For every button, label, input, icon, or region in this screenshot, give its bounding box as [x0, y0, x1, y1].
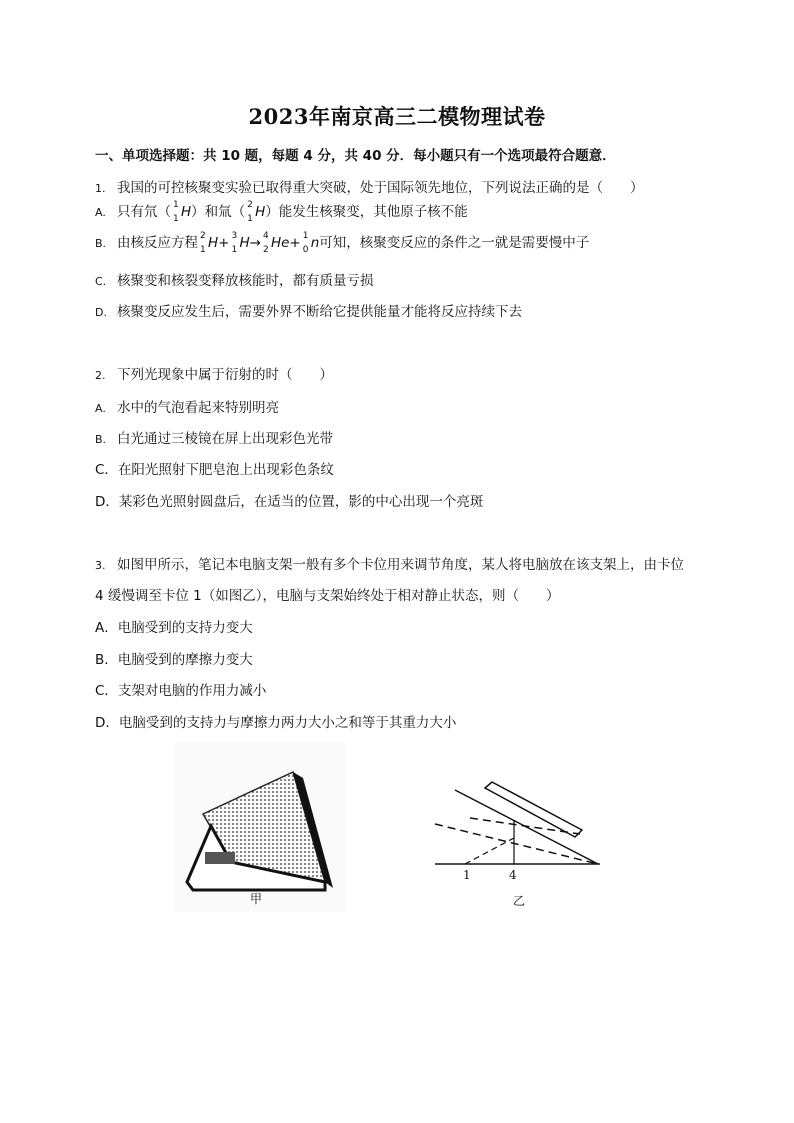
question-1-stem — [95, 176, 644, 196]
atomic-number: 0 — [302, 245, 309, 255]
nuclide-neutron — [301, 231, 311, 255]
option-label: B. — [95, 237, 107, 250]
atomic-number: 1 — [200, 245, 206, 255]
question-3-number: 3. — [95, 559, 106, 572]
question-2-option-a — [95, 396, 279, 416]
option-text: 核聚变反应发生后，需要外界不断给它提供能量才能将反应持续下去 — [117, 304, 522, 320]
question-3-stem-line-1 — [95, 553, 684, 573]
nuclide-symbol: n — [310, 235, 320, 251]
question-3-option-a — [95, 616, 253, 636]
mass-number: 2 — [247, 200, 253, 210]
reaction-arrow: → — [249, 235, 261, 251]
nuclide-deuterium — [171, 200, 181, 224]
option-text: 可知，核聚变反应的条件之一就是需要慢中子 — [319, 235, 590, 251]
option-label: A． — [95, 620, 118, 636]
question-1-option-b — [95, 231, 590, 255]
question-3-option-c — [95, 679, 266, 699]
tick-label-1: 1 — [463, 868, 471, 882]
option-text: ）能发生核聚变，其他原子核不能 — [265, 204, 468, 220]
question-2-text: 下列光现象中属于衍射的时（ ） — [117, 367, 333, 383]
stand-diagram — [430, 780, 615, 890]
question-2-option-b — [95, 427, 333, 447]
option-text: 在阳光照射下肥皂泡上出现彩色条纹 — [117, 462, 334, 478]
nuclide-tritium — [245, 200, 255, 224]
question-2-number: 2. — [95, 369, 106, 382]
option-text: ）和氚（ — [191, 204, 246, 220]
stand-hinge — [205, 852, 235, 864]
option-text: 只有氘（ — [117, 204, 171, 220]
option-label: C． — [95, 462, 118, 478]
mass-number: 1 — [173, 200, 179, 210]
option-label: C． — [95, 683, 118, 699]
nuclide-he4 — [261, 231, 271, 255]
question-3-option-b — [95, 648, 253, 668]
option-text: 由核反应方程 — [117, 235, 198, 251]
option-text: 电脑受到的支持力与摩擦力两力大小之和等于其重力大小 — [118, 715, 457, 731]
mass-number: 1 — [302, 231, 309, 241]
atomic-number: 1 — [173, 214, 179, 224]
tick-label-4: 4 — [509, 868, 517, 882]
atomic-number: 2 — [262, 245, 269, 255]
question-1-number: 1. — [95, 182, 106, 195]
option-label: D． — [95, 494, 119, 510]
nuclide-h2 — [198, 231, 208, 255]
nuclide-symbol: H — [239, 235, 250, 251]
option-label: B. — [95, 433, 107, 446]
question-3-option-d — [95, 711, 456, 731]
mass-number: 4 — [262, 231, 269, 241]
question-2-stem — [95, 363, 333, 383]
option-text: 电脑受到的摩擦力变大 — [117, 652, 253, 668]
question-1-option-a — [95, 200, 468, 224]
nuclide-symbol: H — [208, 235, 219, 251]
question-1-option-c — [95, 269, 374, 289]
question-2-option-c — [95, 458, 334, 478]
plus-sign: + — [289, 235, 301, 251]
nuclide-symbol: H — [181, 204, 192, 220]
option-label: A. — [95, 206, 106, 219]
page-title: 2023年南京高三二模物理试卷 — [248, 104, 546, 129]
question-1-option-d — [95, 300, 522, 320]
figure-label-jia: 甲 — [250, 892, 263, 906]
option-text: 核聚变和核裂变释放核能时，都有质量亏损 — [117, 273, 374, 289]
mass-number: 3 — [231, 231, 238, 241]
laptop-stand-photo — [175, 742, 345, 912]
support-dashed — [465, 838, 514, 864]
option-label: A. — [95, 402, 106, 415]
nuclide-symbol: H — [255, 204, 266, 220]
option-text: 水中的气泡看起来特别明亮 — [117, 400, 279, 416]
plus-sign: + — [218, 235, 230, 251]
option-label: D. — [95, 306, 107, 319]
option-text: 电脑受到的支持力变大 — [117, 620, 253, 636]
option-text: 白光通过三棱镜在屏上出现彩色光带 — [117, 431, 333, 447]
question-1-text: 我国的可控核聚变实验已取得重大突破，处于国际领先地位，下列说法正确的是（ ） — [117, 180, 644, 196]
option-label: C. — [95, 275, 107, 288]
question-3-stem-line-2: 4 缓慢调至卡位 1（如图乙），电脑与支架始终处于相对静止状态，则（ ） — [95, 588, 560, 604]
section-heading: 一、单项选择题：共 10 题，每题 4 分，共 40 分．每小题只有一个选项最符合题意． — [95, 148, 616, 164]
laptop-shape — [485, 782, 582, 837]
figure-label-yi: 乙 — [513, 894, 526, 908]
mass-number: 2 — [200, 231, 206, 241]
nuclide-h3 — [229, 231, 239, 255]
option-label: B． — [95, 652, 118, 668]
question-2-option-d — [95, 490, 483, 510]
atomic-number: 1 — [247, 214, 253, 224]
option-text: 某彩色光照射圆盘后，在适当的位置，影的中心出现一个亮斑 — [118, 494, 484, 510]
option-text: 支架对电脑的作用力减小 — [117, 683, 267, 699]
option-label: D． — [95, 715, 119, 731]
nuclide-symbol: He — [270, 235, 290, 251]
question-3-text: 如图甲所示，笔记本电脑支架一般有多个卡位用来调节角度，某人将电脑放在该支架上，由卡位 — [117, 557, 684, 573]
atomic-number: 1 — [231, 245, 238, 255]
